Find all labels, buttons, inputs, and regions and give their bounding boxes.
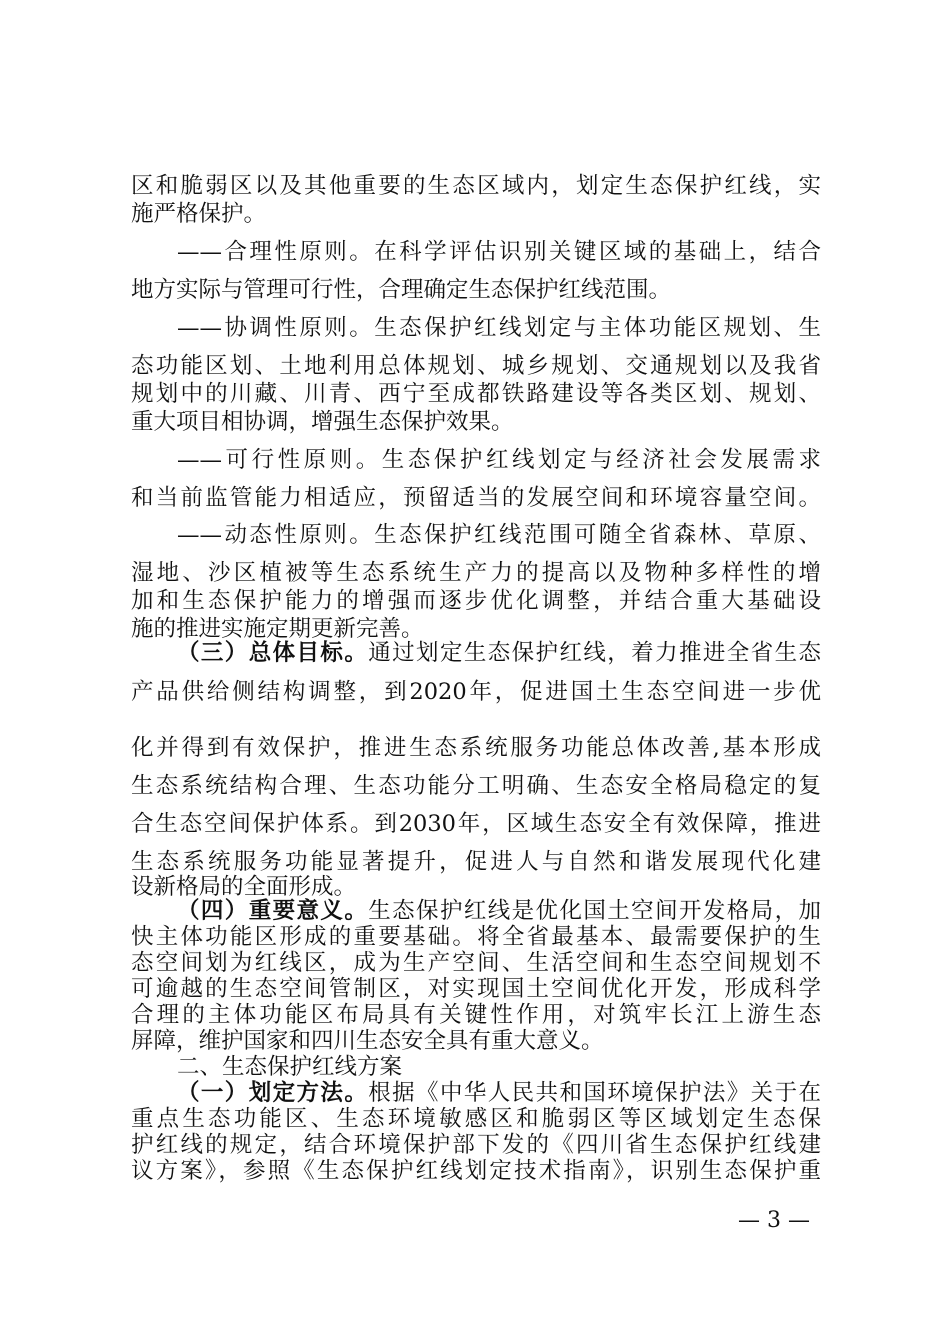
text-line: 合理的主体功能区布局具有关键性作用，对筑牢长江上游生态	[131, 1002, 821, 1028]
text-line: 设新格局的全面形成。	[131, 874, 357, 900]
text-line: 规划中的川藏、川青、西宁至成都铁路建设等各类区划、规划、	[131, 381, 821, 407]
text-line: 议方案》，参照《生态保护红线划定技术指南》，识别生态保护重	[131, 1158, 821, 1184]
text-line: 化并得到有效保护，推进生态系统服务功能总体改善,基本形成	[131, 735, 821, 761]
text-span: 根据《中华人民共和国环境保护法》关于在	[368, 1080, 821, 1106]
section-heading-line	[177, 638, 821, 668]
text-line: 态空间划为红线区，成为生产空间、生活空间和生态空间规划不	[131, 950, 821, 976]
text-line: ——协调性原则。生态保护红线划定与主体功能区规划、生	[177, 315, 821, 341]
text-line: 快主体功能区形成的重要基础。将全省最基本、最需要保护的生	[131, 924, 821, 950]
text-line: 生态系统服务功能显著提升，促进人与自然和谐发展现代化建	[131, 849, 821, 875]
chapter-heading: 二、生态保护红线方案	[177, 1054, 403, 1080]
text-line: 生态系统结构合理、生态功能分工明确、生态安全格局稳定的复	[131, 773, 821, 799]
text-line: 重大项目相协调，增强生态保护效果。	[131, 409, 514, 435]
text-span: 通过划定生态保护红线，着力推进全省生态	[368, 640, 821, 666]
text-line: 区和脆弱区以及其他重要的生态区域内，划定生态保护红线，实	[131, 173, 821, 199]
text-line: 可逾越的生态空间管制区，对实现国土空间优化开发，形成科学	[131, 976, 821, 1002]
text-line: 施严格保护。	[131, 201, 267, 227]
text-line: 地方实际与管理可行性，合理确定生态保护红线范围。	[131, 277, 672, 303]
text-line: 屏障，维护国家和四川生态安全具有重大意义。	[131, 1028, 604, 1054]
text-line: 态功能区划、土地利用总体规划、城乡规划、交通规划以及我省	[131, 353, 821, 379]
text-span: 生态保护红线是优化国土空间开发格局，加	[368, 898, 821, 924]
text-line: 加和生态保护能力的增强而逐步优化调整，并结合重大基础设	[131, 588, 821, 614]
text-line: 护红线的规定，结合环境保护部下发的《四川省生态保护红线建	[131, 1132, 821, 1158]
heading-1: （一）划定方法。	[177, 1080, 369, 1106]
text-line: 产品供给侧结构调整，到2020年，促进国土生态空间进一步优	[131, 679, 821, 705]
heading-4: （四）重要意义。	[177, 898, 369, 924]
text-line: 和当前监管能力相适应，预留适当的发展空间和环境容量空间。	[131, 485, 821, 511]
text-line: ——动态性原则。生态保护红线范围可随全省森林、草原、	[177, 522, 821, 548]
page-number: — 3 —	[738, 1208, 810, 1233]
text-line: 湿地、沙区植被等生态系统生产力的提高以及物种多样性的增	[131, 560, 821, 586]
text-line: 重点生态功能区、生态环境敏感区和脆弱区等区域划定生态保	[131, 1106, 821, 1132]
text-line: 施的推进实施定期更新完善。	[131, 616, 424, 642]
text-line: ——合理性原则。在科学评估识别关键区域的基础上，结合	[177, 239, 821, 265]
heading-3: （三）总体目标。	[177, 640, 369, 666]
text-line: 合生态空间保护体系。到2030年，区域生态安全有效保障，推进	[131, 811, 821, 837]
text-line: ——可行性原则。生态保护红线划定与经济社会发展需求	[177, 447, 821, 473]
